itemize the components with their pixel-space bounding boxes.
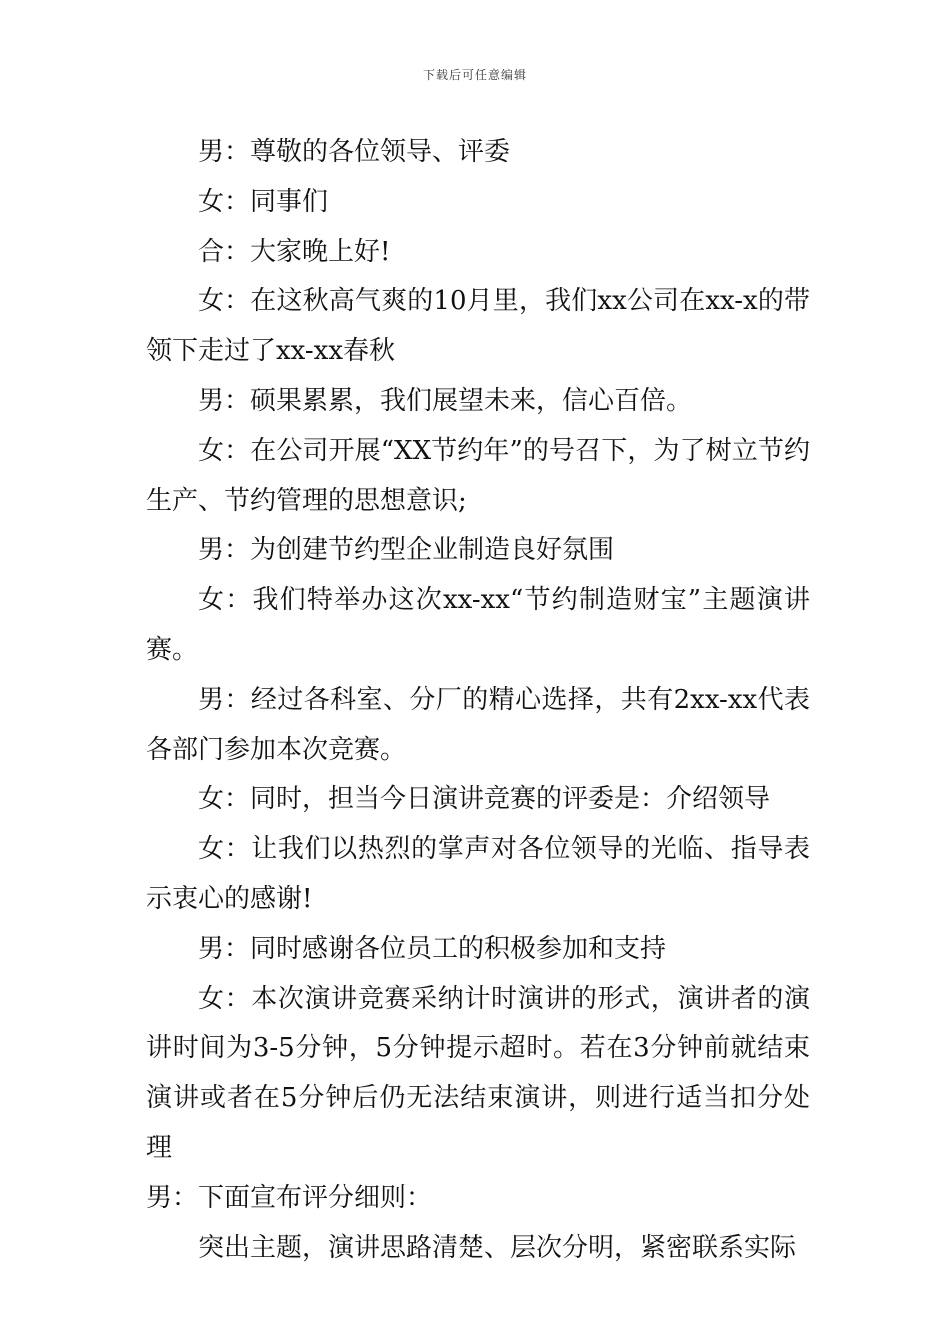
paragraph: 女：在公司开展“XX节约年”的号召下，为了树立节约生产、节约管理的思想意识;	[146, 435, 810, 516]
paragraph: 女：我们特举办这次xx-xx“节约制造财宝”主题演讲赛。	[146, 585, 810, 665]
paragraph: 女：同事们	[198, 186, 329, 217]
paragraph: 女：同时，担当今日演讲竞赛的评委是：介绍领导	[198, 784, 771, 815]
paragraph: 女：在这秋高气爽的10月里，我们xx公司在xx-x的带领下走过了xx-xx春秋	[146, 286, 810, 367]
paragraph: 合：大家晚上好!	[198, 236, 391, 267]
paragraph: 女：本次演讲竞赛采纳计时演讲的形式，演讲者的演讲时间为3-5分钟，5分钟提示超时。若在3分钟前就结束演讲或者在5分钟后仍无法结束演讲，则进行适当扣分处理	[146, 983, 810, 1163]
paragraph: 男：硕果累累，我们展望未来，信心百倍。	[198, 385, 693, 416]
document-body	[146, 128, 810, 1273]
download-note: 下载后可任意编辑	[422, 68, 527, 82]
paragraph: 男：下面宣布评分细则：	[146, 1182, 433, 1213]
paragraph: 男：尊敬的各位领导、评委	[198, 137, 511, 167]
paragraph: 男：同时感谢各位员工的积极参加和支持	[198, 933, 667, 964]
paragraph: 男：经过各科室、分厂的精心选择，共有2xx-xx代表各部门参加本次竞赛。	[146, 684, 810, 765]
paragraph: 男：为创建节约型企业制造良好氛围	[198, 535, 615, 566]
paragraph: 突出主题，演讲思路清楚、层次分明，紧密联系实际	[198, 1232, 797, 1263]
paragraph: 女：让我们以热烈的掌声对各位领导的光临、指导表示衷心的感谢!	[146, 834, 810, 914]
